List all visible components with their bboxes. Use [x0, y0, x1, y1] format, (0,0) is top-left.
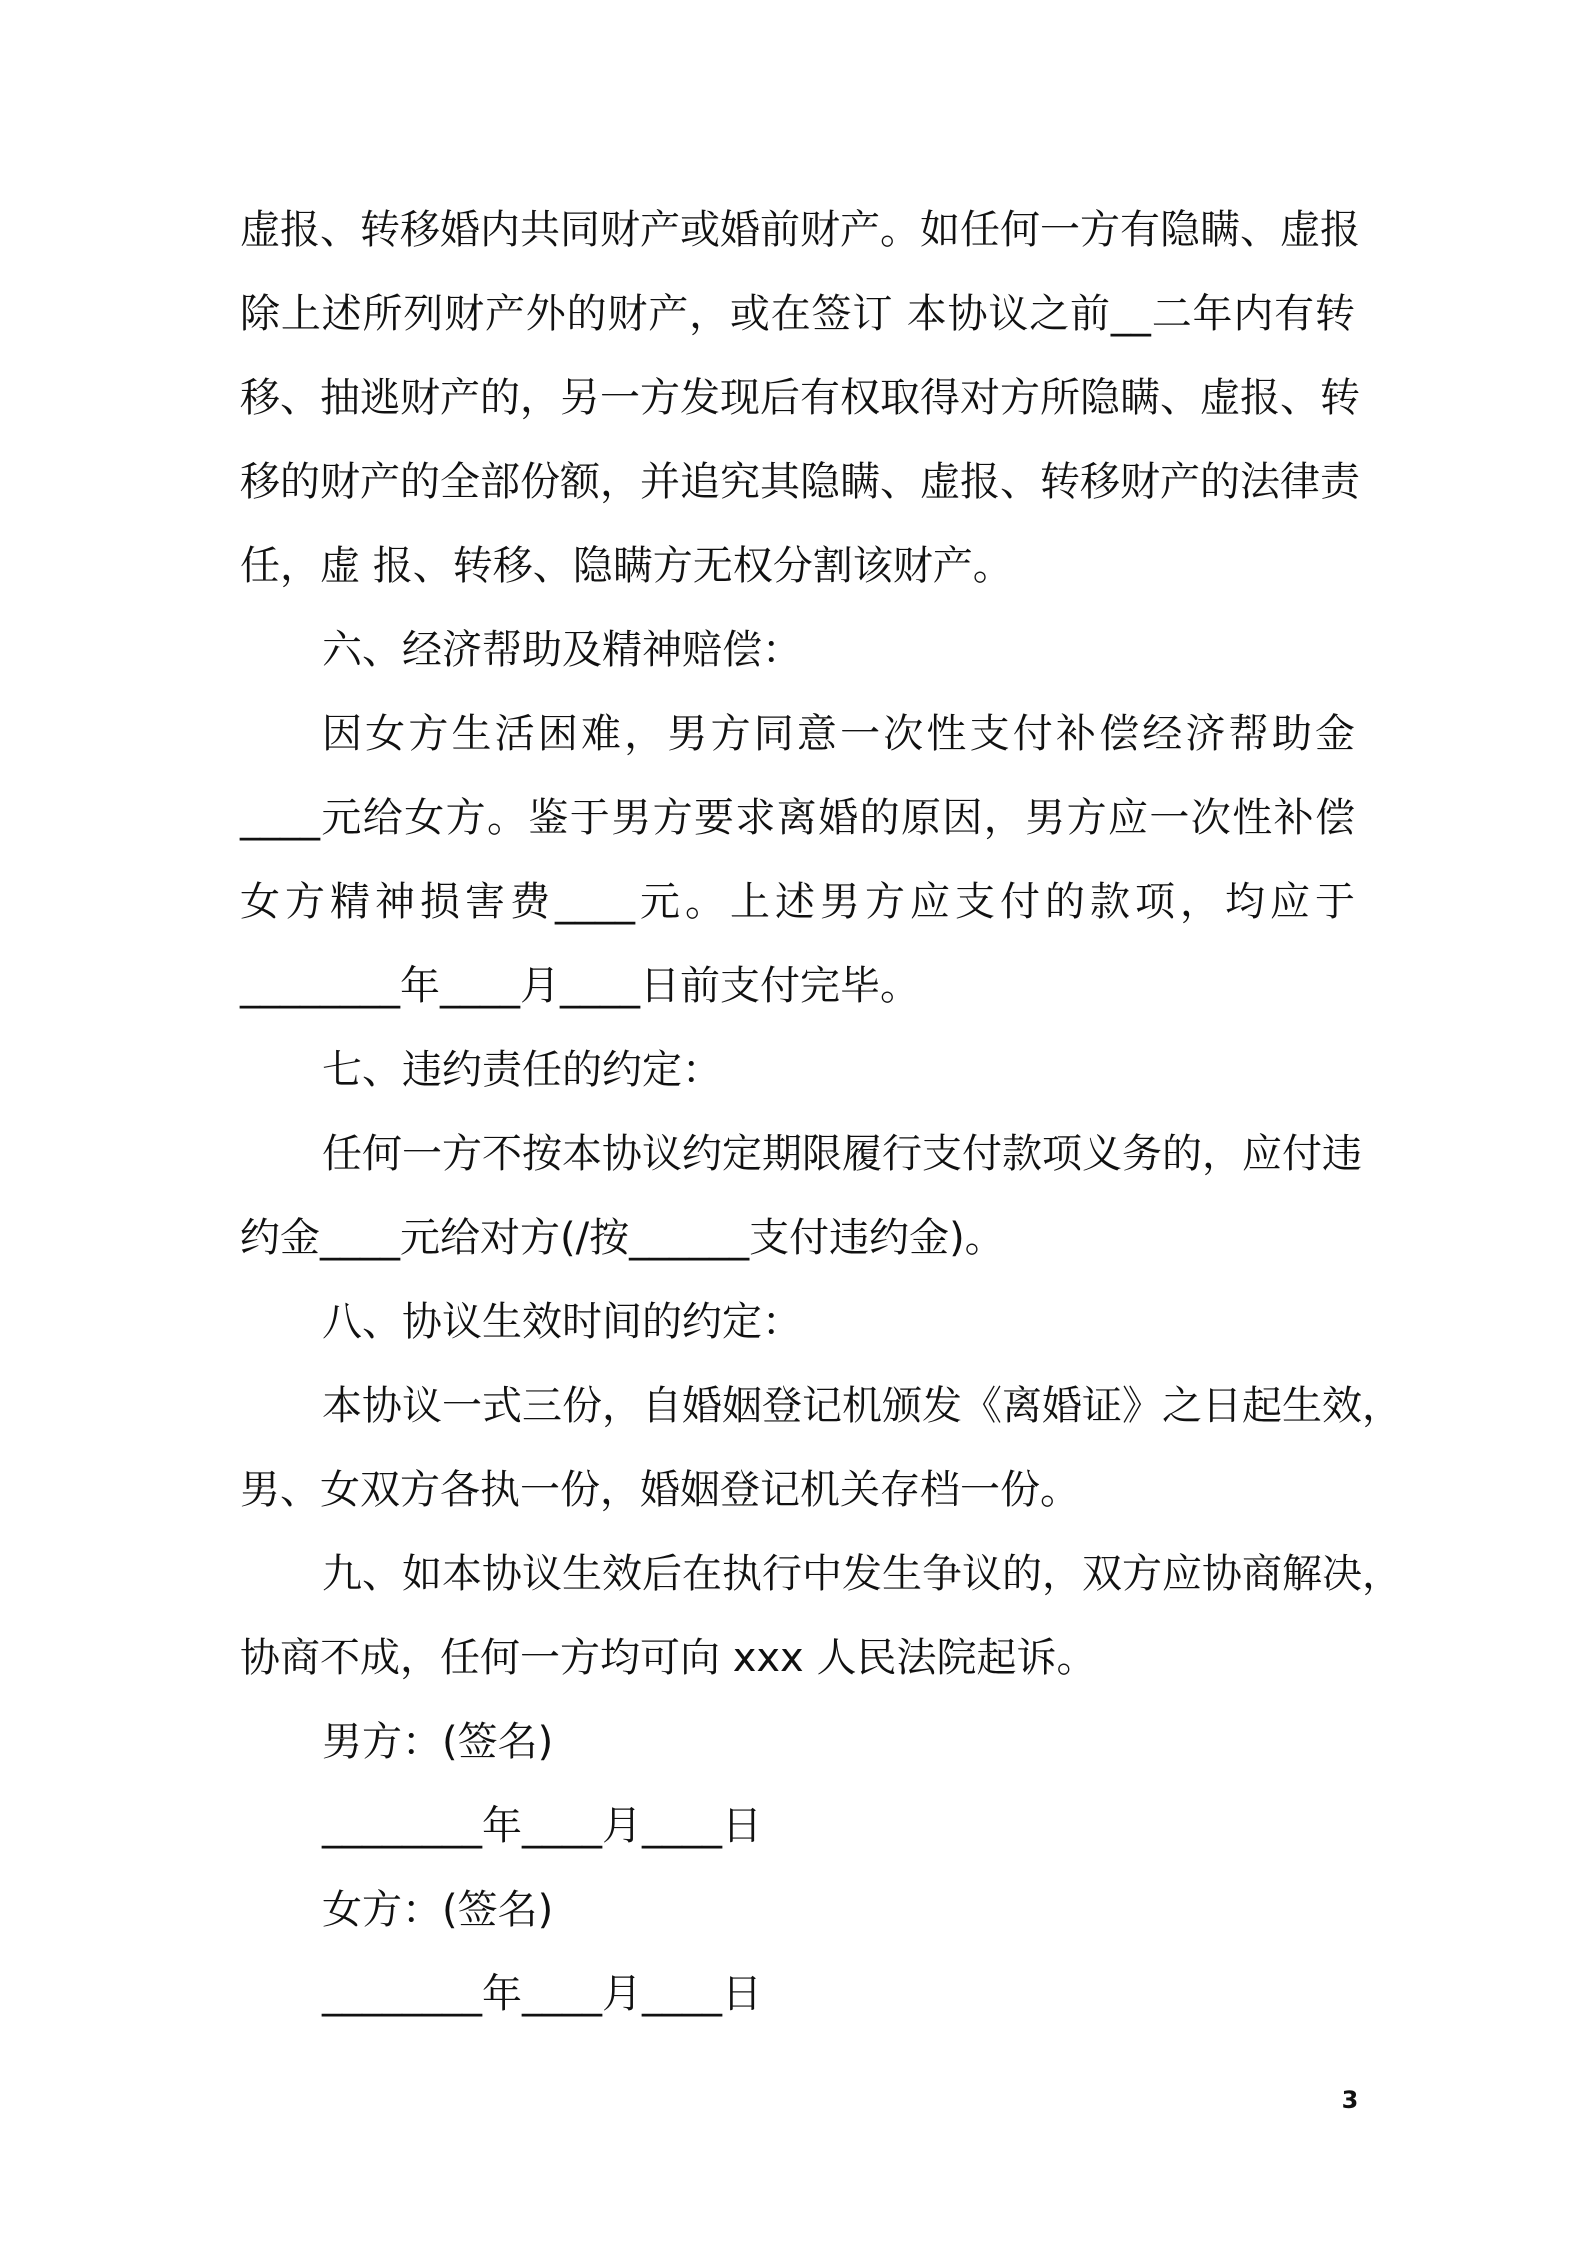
- section-heading-dispute: 九、如本协议生效后在执行中发生争议的，双方应协商解决，: [322, 1551, 1402, 1597]
- paragraph-line: 移、抽逃财产的，另一方发现后有权取得对方所隐瞒、虚报、转: [240, 375, 1360, 421]
- section-heading-effective-time: 八、协议生效时间的约定：: [322, 1299, 802, 1345]
- page-number: 3: [1341, 2086, 1359, 2114]
- paragraph-line: 协商不成，任何一方均可向 xxx 人民法院起诉。: [240, 1635, 1097, 1681]
- paragraph-line: 除上述所列财产外的财产，或在签订 本协议之前__二年内有转: [240, 291, 1355, 337]
- paragraph-line: 任何一方不按本协议约定期限履行支付款项义务的，应付违: [322, 1131, 1362, 1177]
- section-heading-breach: 七、违约责任的约定：: [322, 1047, 722, 1093]
- female-signature-date: ________年____月____日: [322, 1971, 762, 2017]
- payment-date-line: ________年____月____日前支付完毕。: [240, 963, 920, 1009]
- paragraph-line: 因女方生活困难，男方同意一次性支付补偿经济帮助金: [322, 711, 1355, 757]
- paragraph-line: 本协议一式三份，自婚姻登记机颁发《离婚证》之日起生效，: [322, 1383, 1402, 1429]
- paragraph-line: 任，虚 报、转移、隐瞒方无权分割该财产。: [240, 543, 1013, 589]
- paragraph-line: 约金____元给对方(/按______支付违约金)。: [240, 1215, 1005, 1261]
- section-heading-economic-help: 六、经济帮助及精神赔偿：: [322, 627, 802, 673]
- paragraph-line: 虚报、转移婚内共同财产或婚前财产。如任何一方有隐瞒、虚报: [240, 207, 1360, 253]
- paragraph-line: ____元给女方。鉴于男方要求离婚的原因，男方应一次性补偿: [240, 795, 1355, 841]
- paragraph-line: 女方精神损害费____元。上述男方应支付的款项，均应于: [240, 879, 1355, 925]
- male-signature-label: 男方：(签名): [322, 1719, 554, 1765]
- paragraph-line: 男、女双方各执一份，婚姻登记机关存档一份。: [240, 1467, 1080, 1513]
- male-signature-date: ________年____月____日: [322, 1803, 762, 1849]
- female-signature-label: 女方：(签名): [322, 1887, 554, 1933]
- paragraph-line: 移的财产的全部份额，并追究其隐瞒、虚报、转移财产的法律责: [240, 459, 1360, 505]
